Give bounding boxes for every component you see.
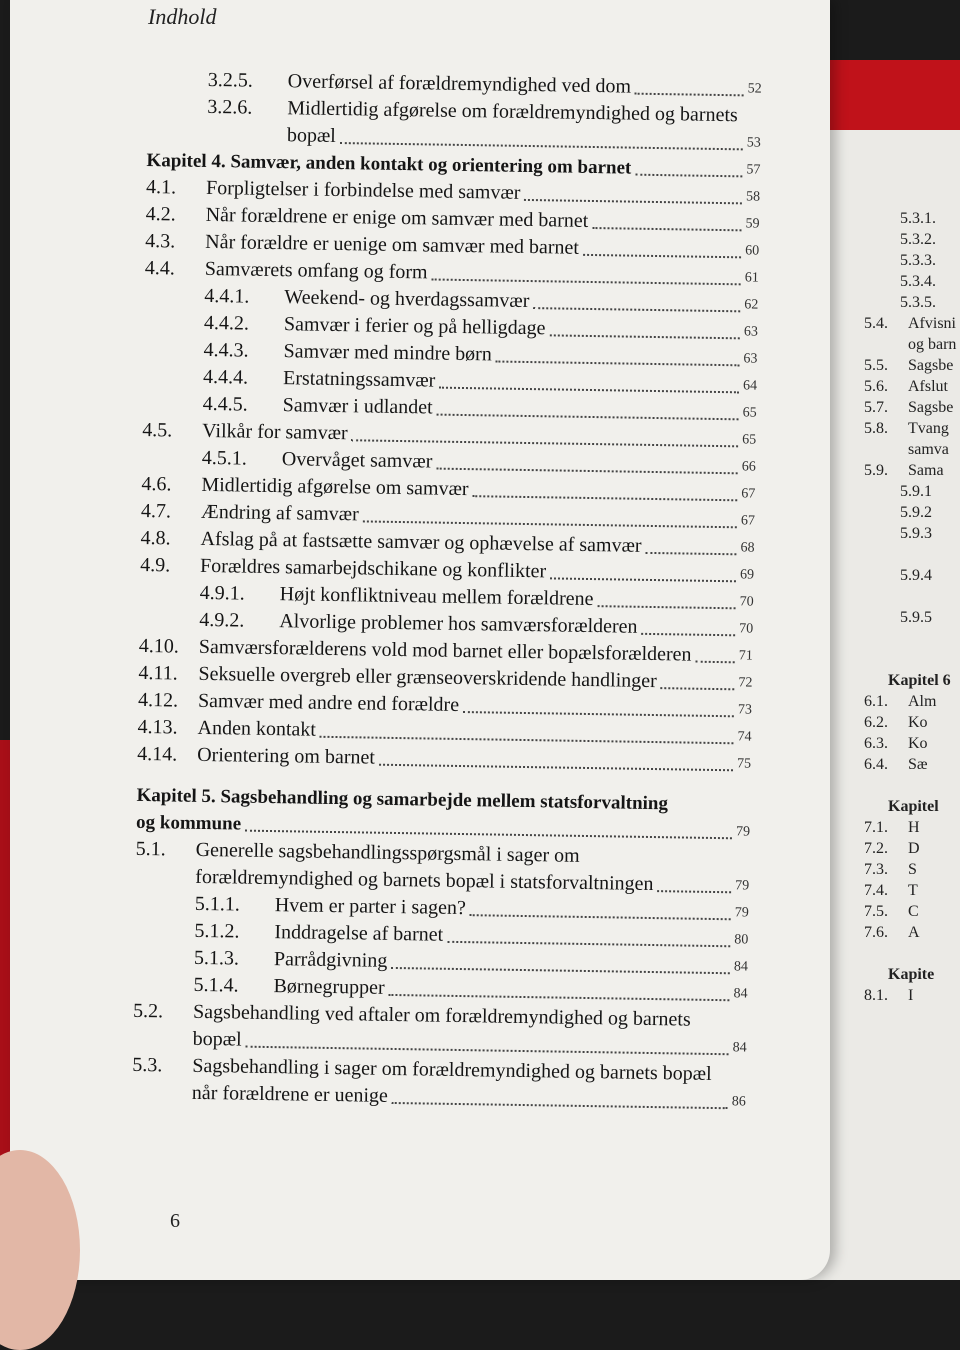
right-toc-number: 5.9.3 [900, 525, 932, 542]
toc-entry-title: Samværets omfang og form [204, 257, 428, 284]
right-toc-title: samva [908, 441, 949, 458]
toc-entry-number: 4.13. [137, 715, 178, 739]
toc-entry-title: Forældres samarbejdschikane og konflikter [199, 554, 547, 583]
dot-leader [388, 994, 729, 1001]
dot-leader [432, 278, 741, 285]
dot-leader [319, 736, 733, 745]
toc-entry-title: Overvåget samvær [281, 448, 433, 473]
toc-entry-title: når forældrene er uenige [191, 1081, 389, 1107]
dot-leader [592, 227, 741, 231]
toc-page-number: 79 [734, 905, 749, 921]
dot-leader [524, 199, 742, 204]
toc-entry-title: Samvær med mindre børn [283, 340, 492, 366]
right-toc-number: 5.9.2 [900, 504, 932, 521]
right-toc-title: Ko [908, 714, 928, 731]
toc-page-number: 84 [733, 959, 749, 975]
right-toc-number: 5.3.2. [900, 231, 936, 248]
toc-page-number: 65 [742, 405, 757, 421]
toc-page-number: 79 [735, 824, 751, 840]
toc-page-number: 52 [747, 81, 762, 97]
right-toc-title: C [908, 903, 919, 920]
toc-page-number: 63 [743, 351, 758, 367]
toc-page-number: 61 [744, 270, 759, 286]
dot-leader [533, 307, 740, 312]
toc-entry-title: Midlertidig afgørelse om forældremyndighed og barnets [287, 97, 738, 127]
right-toc-number: 5.6. [864, 378, 888, 395]
right-toc-number: 5.9.5 [900, 609, 932, 626]
dot-leader [472, 495, 737, 501]
right-toc-title: Alm [908, 693, 937, 710]
dot-leader [437, 414, 739, 421]
toc-page-number: 69 [739, 567, 755, 583]
toc-entry-title: bopæl [192, 1027, 242, 1051]
toc-entry-title: Midlertidig afgørelse om samvær [201, 473, 469, 501]
dot-leader [470, 914, 731, 920]
toc-entry-number: 4.4.1. [204, 284, 250, 308]
dot-leader [379, 764, 733, 772]
toc-page-number: 79 [735, 878, 750, 894]
dot-leader [645, 552, 736, 555]
toc-entry-number: 5.1.4. [193, 973, 239, 997]
right-toc-number: 5.8. [864, 420, 888, 437]
dot-leader [583, 254, 741, 258]
right-toc-number: 7.2. [864, 840, 888, 857]
right-toc-number: 7.1. [864, 819, 888, 836]
toc-entry-title: Weekend- og hverdagssamvær [284, 286, 530, 313]
right-toc-title: Tvang [908, 420, 949, 437]
running-head: Indhold [148, 4, 217, 29]
toc-entry-title: Samvær i ferier og på helligdage [283, 313, 546, 340]
left-page [10, 0, 830, 1280]
toc-page-number: 64 [742, 378, 758, 394]
toc-entry-title: Orientering om barnet [197, 743, 376, 769]
right-toc-title: Sama [908, 462, 944, 479]
toc-entry-title: Anden kontakt [197, 716, 317, 741]
right-toc-number: 5.3.3. [900, 252, 936, 269]
toc-entry-title: Seksuelle overgreb eller grænseoverskridende handlinger [198, 662, 657, 693]
toc-page-number: 67 [740, 513, 756, 529]
toc-entry-number: 4.4.3. [203, 338, 249, 362]
right-toc-title: S [908, 861, 917, 878]
right-toc-number: 7.6. [864, 924, 888, 941]
right-toc-number: 5.3.4. [900, 273, 936, 290]
toc-page-number: 86 [731, 1094, 746, 1110]
toc-entry-number: 5.1.3. [193, 946, 240, 970]
toc-page-number: 59 [745, 216, 760, 232]
right-toc-number: 7.5. [864, 903, 888, 920]
toc-page-number: 80 [734, 932, 749, 948]
right-toc-title: Kapitel 6 [888, 672, 951, 689]
toc-entry-number: 4.1. [145, 175, 177, 199]
dot-leader [550, 577, 736, 582]
toc-entry-title: Generelle sagsbehandlingsspørgsmål i sager om [195, 838, 580, 867]
toc-page-number: 58 [745, 189, 761, 205]
right-toc-number: 5.4. [864, 315, 888, 332]
right-toc-title: og barn [908, 336, 957, 353]
dot-leader [696, 661, 735, 664]
toc-entry-title: Alvorlige problemer hos samværsforælderen [279, 610, 638, 638]
right-toc-title: Afvisni [908, 315, 956, 332]
toc-page-number: 74 [737, 729, 752, 745]
toc-entry-title: og kommune [135, 811, 242, 835]
dot-leader [635, 174, 742, 178]
dot-leader [660, 687, 734, 690]
right-toc-number: 6.1. [864, 693, 888, 710]
toc-entry-number: 4.12. [137, 688, 179, 712]
toc-entry-number: 4.9.2. [199, 608, 245, 632]
toc-entry-number: 4.7. [140, 499, 172, 523]
right-toc-number: 6.2. [864, 714, 888, 731]
toc-page-number: 70 [739, 621, 754, 637]
right-toc-title: Ko [908, 735, 928, 752]
dot-leader [598, 605, 736, 609]
dot-leader [641, 633, 735, 636]
toc-entry-title: Vilkår for samvær [202, 419, 348, 445]
right-toc-title: Sagsbe [908, 357, 954, 374]
toc-entry-title: Samværsforælderens vold mod barnet eller bopælsforælderen [198, 635, 692, 666]
right-toc-number: 7.4. [864, 882, 888, 899]
toc-page-number: 65 [742, 432, 757, 448]
toc-entry-title: Ændring af samvær [200, 500, 359, 526]
right-toc-number: 5.3.1. [900, 210, 936, 227]
toc-page-number: 72 [738, 675, 753, 691]
dot-leader [391, 967, 730, 974]
toc-page-number: 73 [737, 702, 753, 718]
toc-entry-number: 5.2. [132, 999, 164, 1023]
right-toc-title: T [908, 882, 918, 899]
toc-entry-number: 5.3. [132, 1053, 163, 1077]
toc-entry-title: Kapitel 4. Samvær, anden kontakt og orientering om barnet [146, 149, 632, 179]
right-toc-title: H [908, 819, 920, 836]
toc-entry-title: Erstatningssamvær [282, 367, 436, 392]
toc-entry-number: 4.3. [145, 229, 176, 253]
toc-page-number: 67 [741, 486, 756, 502]
toc-entry-number: 4.5.1. [201, 446, 248, 470]
right-toc-number: 6.3. [864, 735, 888, 752]
right-toc-title: A [908, 924, 920, 941]
toc-entry-title: Når forældre er uenige om samvær med barnet [205, 230, 580, 259]
toc-page-number: 60 [745, 243, 760, 259]
toc-page-number: 84 [733, 986, 748, 1002]
dot-leader [439, 387, 739, 394]
toc-page-number: 53 [746, 135, 761, 151]
toc-entry-title: Sagsbehandling i sager om forældremyndighed og barnets bopæl [192, 1054, 712, 1085]
toc-entry-number: 4.4. [144, 256, 175, 280]
toc-entry-number: 4.10. [138, 634, 180, 658]
toc-entry-title: Forpligtelser i forbindelse med samvær [205, 176, 521, 204]
table-of-contents [132, 66, 762, 1115]
toc-entry-title: Overførsel af forældremyndighed ved dom [287, 70, 632, 98]
toc-entry-number: 4.14. [137, 742, 178, 766]
dot-leader [463, 711, 734, 717]
right-toc-number: 8.1. [864, 987, 888, 1004]
dot-leader [657, 890, 731, 893]
toc-entry-title: Når forældrene er enige om samvær med barnet [205, 203, 589, 232]
toc-entry-title: Hvem er parter i sagen? [274, 894, 467, 920]
toc-entry-number: 4.9. [139, 553, 171, 577]
toc-entry-number: 5.1.2. [194, 919, 240, 943]
dot-leader [392, 1102, 728, 1109]
right-toc-title: Afslut [908, 378, 948, 395]
toc-page-number: 70 [739, 594, 754, 610]
toc-entry-title: forældremyndighed og barnets bopæl i statsforvaltningen [195, 865, 654, 896]
right-toc-number: 5.5. [864, 357, 888, 374]
toc-entry-number: 4.11. [138, 661, 178, 685]
toc-entry-title: Inddragelse af barnet [274, 921, 444, 946]
right-toc-title: Kapitel [888, 798, 939, 815]
right-toc-number: 5.9. [864, 462, 888, 479]
right-toc-title: Kapite [888, 966, 935, 983]
toc-entry-title: Samvær i udlandet [282, 394, 433, 419]
toc-entry-number: 3.2.6. [207, 95, 253, 119]
toc-entry-number: 5.1. [135, 837, 166, 861]
right-toc-title: I [908, 987, 914, 1004]
right-toc-title: Sæ [908, 756, 928, 773]
page-number: 6 [170, 1210, 180, 1232]
toc-page-number: 84 [732, 1040, 747, 1056]
toc-entry-title: Højt konfliktniveau mellem forældrene [279, 583, 594, 611]
dot-leader [635, 93, 744, 97]
right-toc-number: 5.9.1 [900, 483, 932, 500]
toc-page-number: 62 [744, 297, 759, 313]
toc-page-number: 75 [736, 756, 752, 772]
right-toc-number: 5.3.5. [900, 294, 936, 311]
dot-leader [340, 142, 743, 150]
dot-leader [437, 468, 738, 475]
toc-entry-title: bopæl [286, 124, 337, 147]
toc-entry-title: Sagsbehandling ved aftaler om forældremyndighed og barnets [192, 1000, 691, 1031]
right-toc-title: D [908, 840, 920, 857]
dot-leader [550, 334, 740, 339]
toc-page-number: 63 [743, 324, 759, 340]
toc-entry-title: Kapitel 5. Sagsbehandling og samarbejde mellem statsforvaltning [136, 784, 669, 815]
toc-entry-title: Børnegrupper [273, 975, 385, 999]
right-toc-number: 5.7. [864, 399, 888, 416]
toc-entry-number: 4.6. [141, 472, 172, 496]
toc-entry-number: 3.2.5. [207, 68, 253, 92]
toc-entry-number: 5.1.1. [194, 892, 241, 916]
dot-leader [363, 520, 737, 528]
toc-entry-title: Afslag på at fastsætte samvær og ophævelse af samvær [200, 527, 642, 557]
toc-page-number: 68 [740, 540, 755, 556]
toc-entry-title: Samvær med andre end forældre [197, 689, 460, 716]
toc-entry-number: 4.8. [140, 526, 171, 550]
toc-entry-title: Parrådgivning [273, 948, 388, 972]
toc-entry-number: 4.4.2. [203, 311, 250, 335]
dot-leader [495, 360, 739, 366]
dot-leader [351, 439, 738, 447]
right-toc-number: 5.9.4 [900, 567, 932, 584]
toc-page-number: 71 [738, 648, 753, 664]
toc-entry-number: 4.4.4. [202, 365, 249, 389]
right-toc-title: Sagsbe [908, 399, 954, 416]
toc-entry-number: 4.2. [145, 202, 176, 226]
right-toc-number: 7.3. [864, 861, 888, 878]
toc-entry-number: 4.9.1. [199, 581, 245, 605]
toc-page-number: 66 [741, 459, 756, 475]
toc-entry-number: 4.4.5. [202, 392, 248, 416]
toc-page-number: 57 [746, 162, 761, 178]
dot-leader [447, 941, 730, 947]
toc-entry-number: 4.5. [142, 418, 173, 442]
right-toc-number: 6.4. [864, 756, 888, 773]
